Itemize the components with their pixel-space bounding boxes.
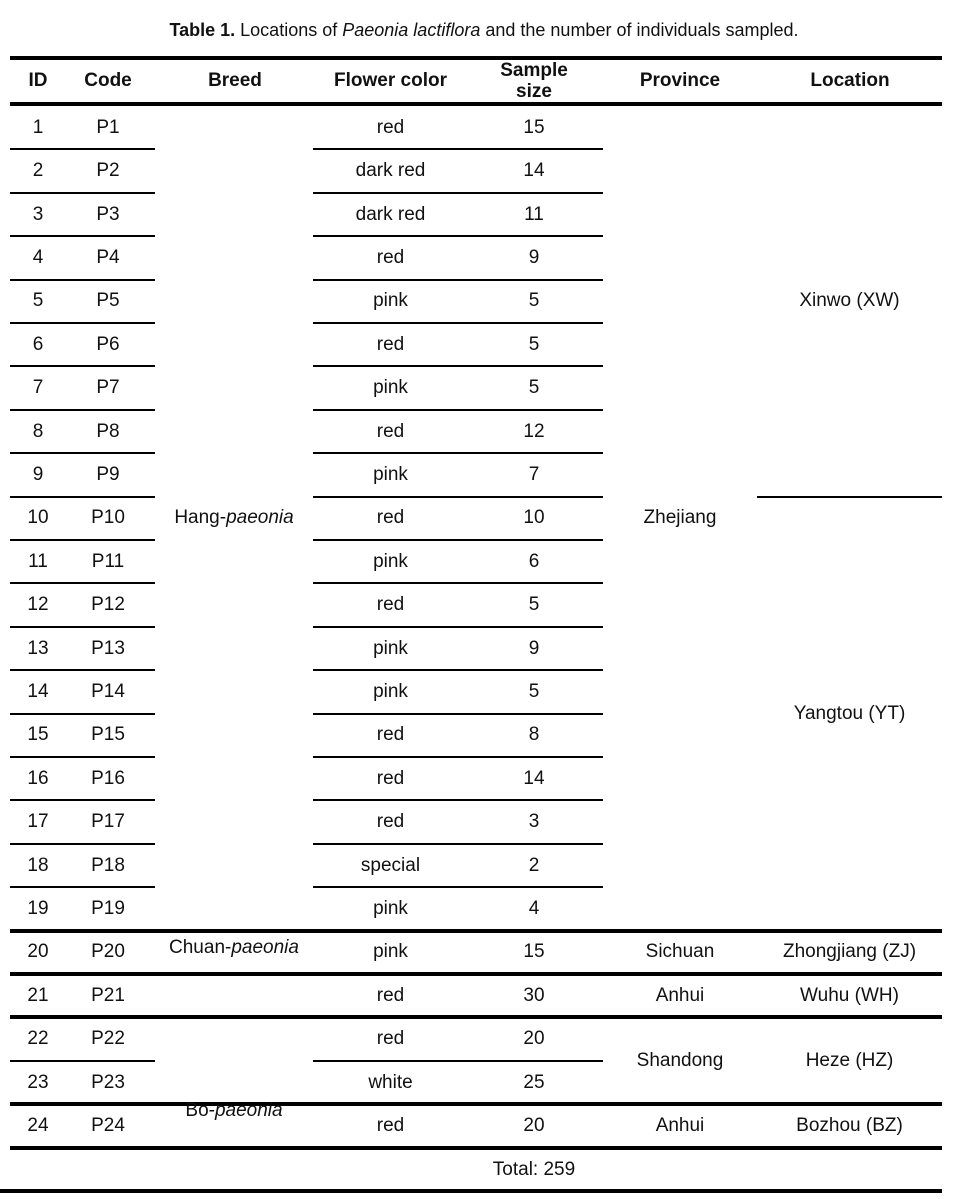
row-divider-id-code bbox=[10, 1060, 155, 1062]
cell-flower-color: red bbox=[376, 333, 405, 355]
row-divider-flower-sample bbox=[313, 886, 603, 888]
row-divider-flower-sample bbox=[313, 192, 603, 194]
cell-sample-size: 8 bbox=[528, 724, 540, 746]
cell-sample-size: 9 bbox=[528, 246, 540, 268]
cell-flower-color: red bbox=[376, 1114, 405, 1136]
cell-id: 3 bbox=[32, 203, 44, 225]
breed-prefix: Bo- bbox=[185, 1100, 215, 1122]
row-divider-flower-sample bbox=[313, 582, 603, 584]
cell-id: 11 bbox=[28, 550, 48, 572]
row-divider bbox=[10, 929, 942, 933]
cell-code: P14 bbox=[91, 680, 125, 702]
header-rule bbox=[10, 102, 942, 106]
row-divider-flower-sample bbox=[313, 235, 603, 237]
cell-province: Anhui bbox=[655, 1114, 705, 1136]
cell-flower-color: red bbox=[376, 420, 405, 442]
cell-code: P9 bbox=[96, 463, 120, 485]
row-divider bbox=[10, 1102, 942, 1106]
row-divider-id-code bbox=[10, 713, 155, 715]
header-flower-color: Flower color bbox=[334, 70, 447, 91]
cell-flower-color: red bbox=[376, 724, 405, 746]
cell-sample-size: 5 bbox=[528, 594, 540, 616]
caption-text-before: Locations of bbox=[240, 20, 338, 40]
cell-id: 13 bbox=[27, 637, 49, 659]
row-divider-id-code bbox=[10, 669, 155, 671]
cell-id: 10 bbox=[27, 507, 49, 529]
cell-sample-size: 15 bbox=[523, 941, 545, 963]
caption-label: Table 1. bbox=[169, 20, 236, 40]
row-divider bbox=[10, 1015, 942, 1019]
breed-prefix: Hang- bbox=[174, 507, 227, 529]
row-divider-flower-sample bbox=[313, 279, 603, 281]
cell-flower-color: red bbox=[376, 246, 405, 268]
cell-code: P3 bbox=[96, 203, 120, 225]
cell-code: P11 bbox=[91, 550, 125, 572]
cell-id: 24 bbox=[27, 1114, 49, 1136]
breed-prefix: Chuan- bbox=[169, 936, 232, 958]
cell-code: P19 bbox=[91, 897, 125, 919]
cell-code: P4 bbox=[96, 246, 120, 268]
cell-sample-size: 25 bbox=[523, 1071, 545, 1093]
cell-code: P12 bbox=[91, 594, 125, 616]
cell-flower-color: red bbox=[376, 811, 405, 833]
cell-id: 7 bbox=[32, 377, 44, 399]
cell-code: P2 bbox=[96, 160, 120, 182]
cell-id: 1 bbox=[32, 116, 44, 138]
header-code: Code bbox=[84, 70, 132, 91]
cell-flower-color: red bbox=[376, 984, 405, 1006]
cell-code: P10 bbox=[91, 507, 125, 529]
cell-sample-size: 4 bbox=[528, 897, 540, 919]
cell-id: 8 bbox=[32, 420, 44, 442]
cell-id: 14 bbox=[27, 680, 49, 702]
cell-breed bbox=[155, 507, 313, 529]
cell-flower-color: pink bbox=[373, 290, 408, 312]
cell-id: 6 bbox=[32, 333, 44, 355]
cell-id: 9 bbox=[32, 463, 44, 485]
cell-code: P16 bbox=[91, 767, 125, 789]
cell-sample-size: 3 bbox=[528, 811, 540, 833]
row-divider-flower-sample bbox=[313, 539, 603, 541]
caption-text-after: and the number of individuals sampled. bbox=[485, 20, 799, 40]
row-divider-flower-sample bbox=[313, 452, 603, 454]
cell-sample-size: 12 bbox=[523, 420, 545, 442]
cell-location: Xinwo (XW) bbox=[799, 290, 900, 312]
cell-flower-color: red bbox=[376, 1028, 405, 1050]
cell-code: P20 bbox=[91, 941, 125, 963]
cell-code: P8 bbox=[96, 420, 120, 442]
row-divider-id-code bbox=[10, 279, 155, 281]
row-divider bbox=[10, 972, 942, 976]
row-divider-id-code bbox=[10, 843, 155, 845]
header-sample-size-line2: size bbox=[516, 81, 552, 102]
header-sample-size-line1: Sample bbox=[500, 60, 568, 81]
cell-sample-size: 20 bbox=[523, 1114, 545, 1136]
cell-code: P6 bbox=[96, 333, 120, 355]
cell-sample-size: 5 bbox=[528, 680, 540, 702]
cell-id: 16 bbox=[27, 767, 49, 789]
header-breed: Breed bbox=[208, 70, 262, 91]
cell-sample-size: 14 bbox=[523, 160, 545, 182]
cell-sample-size: 2 bbox=[528, 854, 540, 876]
row-divider-flower-sample bbox=[313, 669, 603, 671]
cell-flower-color: pink bbox=[373, 941, 408, 963]
cell-sample-size: 11 bbox=[524, 203, 544, 225]
cell-id: 2 bbox=[32, 160, 44, 182]
cell-code: P5 bbox=[96, 290, 120, 312]
cell-id: 4 bbox=[32, 246, 44, 268]
header-province: Province bbox=[639, 70, 721, 91]
cell-sample-size: 9 bbox=[528, 637, 540, 659]
cell-flower-color: red bbox=[376, 767, 405, 789]
cell-code: P24 bbox=[91, 1114, 125, 1136]
cell-sample-size: 30 bbox=[523, 984, 545, 1006]
cell-province: Sichuan bbox=[645, 941, 715, 963]
row-divider-flower-sample bbox=[313, 365, 603, 367]
cell-code: P21 bbox=[91, 984, 125, 1006]
cell-sample-size: 5 bbox=[528, 333, 540, 355]
row-divider-id-code bbox=[10, 496, 155, 498]
cell-id: 5 bbox=[32, 290, 44, 312]
breed-genus: paeonia bbox=[226, 507, 294, 529]
cell-code: P23 bbox=[91, 1071, 125, 1093]
cell-flower-color: dark red bbox=[355, 203, 426, 225]
row-divider-id-code bbox=[10, 539, 155, 541]
breed-genus: paeonia bbox=[231, 936, 299, 958]
row-divider-id-code bbox=[10, 756, 155, 758]
row-divider-id-code bbox=[10, 886, 155, 888]
row-divider-id-code bbox=[10, 148, 155, 150]
cell-code: P22 bbox=[91, 1028, 125, 1050]
cell-id: 22 bbox=[27, 1028, 49, 1050]
cell-flower-color: special bbox=[360, 854, 421, 876]
cell-id: 18 bbox=[27, 854, 49, 876]
cell-sample-size: 20 bbox=[523, 1028, 545, 1050]
cell-flower-color: red bbox=[376, 116, 405, 138]
bottom-rule bbox=[0, 1189, 942, 1193]
row-divider-flower-sample bbox=[313, 799, 603, 801]
cell-code: P18 bbox=[91, 854, 125, 876]
row-divider-id-code bbox=[10, 192, 155, 194]
cell-sample-size: 5 bbox=[528, 290, 540, 312]
row-divider-flower-sample bbox=[313, 322, 603, 324]
cell-flower-color: pink bbox=[373, 897, 408, 919]
cell-flower-color: pink bbox=[373, 680, 408, 702]
cell-location: Zhongjiang (ZJ) bbox=[782, 941, 917, 963]
cell-province: Zhejiang bbox=[643, 507, 717, 529]
row-divider-id-code bbox=[10, 365, 155, 367]
cell-sample-size: 7 bbox=[528, 463, 540, 485]
row-divider-id-code bbox=[10, 452, 155, 454]
row-divider-id-code bbox=[10, 409, 155, 411]
cell-province: Shandong bbox=[636, 1049, 724, 1071]
cell-id: 12 bbox=[27, 594, 49, 616]
row-divider-flower-sample bbox=[313, 756, 603, 758]
cell-flower-color: pink bbox=[373, 637, 408, 659]
row-divider-id-code bbox=[10, 799, 155, 801]
header-sample-size bbox=[474, 60, 594, 102]
caption-species: Paeonia lactiflora bbox=[342, 20, 481, 40]
total-label: Total: 259 bbox=[492, 1159, 576, 1180]
cell-id: 23 bbox=[27, 1071, 49, 1093]
cell-flower-color: pink bbox=[373, 377, 408, 399]
cell-code: P15 bbox=[91, 724, 125, 746]
cell-location: Yangtou (YT) bbox=[793, 702, 906, 724]
cell-breed bbox=[155, 937, 313, 959]
cell-sample-size: 14 bbox=[523, 767, 545, 789]
row-divider-id-code bbox=[10, 322, 155, 324]
row-divider-id-code bbox=[10, 582, 155, 584]
cell-breed bbox=[155, 1100, 313, 1122]
cell-flower-color: red bbox=[376, 594, 405, 616]
cell-code: P1 bbox=[96, 116, 120, 138]
row-divider-flower-sample bbox=[313, 1060, 603, 1062]
row-divider-id-code bbox=[10, 235, 155, 237]
row-divider-flower-sample bbox=[313, 843, 603, 845]
row-divider-flower-sample bbox=[313, 409, 603, 411]
cell-sample-size: 15 bbox=[523, 116, 545, 138]
cell-sample-size: 5 bbox=[528, 377, 540, 399]
cell-flower-color: pink bbox=[373, 463, 408, 485]
cell-location: Bozhou (BZ) bbox=[796, 1114, 903, 1136]
row-divider-flower-sample bbox=[313, 148, 603, 150]
cell-id: 20 bbox=[27, 941, 49, 963]
row-divider-flower-sample bbox=[313, 496, 603, 498]
row-divider-flower-sample bbox=[313, 626, 603, 628]
row-divider-flower-sample bbox=[313, 713, 603, 715]
cell-code: P13 bbox=[91, 637, 125, 659]
breed-genus: paeonia bbox=[214, 1100, 283, 1122]
cell-flower-color: pink bbox=[373, 550, 408, 572]
cell-id: 19 bbox=[27, 897, 49, 919]
cell-location: Wuhu (WH) bbox=[800, 984, 899, 1006]
header-location: Location bbox=[810, 70, 890, 91]
cell-code: P17 bbox=[91, 811, 125, 833]
header-id: ID bbox=[28, 70, 48, 91]
cell-location: Heze (HZ) bbox=[805, 1049, 894, 1071]
cell-flower-color: red bbox=[376, 507, 405, 529]
cell-province: Anhui bbox=[655, 984, 705, 1006]
cell-sample-size: 6 bbox=[528, 550, 540, 572]
cell-id: 17 bbox=[27, 811, 49, 833]
cell-id: 21 bbox=[27, 984, 49, 1006]
cell-code: P7 bbox=[96, 377, 120, 399]
cell-sample-size: 10 bbox=[523, 507, 545, 529]
cell-flower-color: dark red bbox=[355, 160, 426, 182]
row-divider-id-code bbox=[10, 626, 155, 628]
location-divider bbox=[757, 496, 942, 498]
total-divider bbox=[10, 1146, 942, 1150]
cell-id: 15 bbox=[27, 724, 49, 746]
cell-flower-color: white bbox=[368, 1071, 413, 1093]
